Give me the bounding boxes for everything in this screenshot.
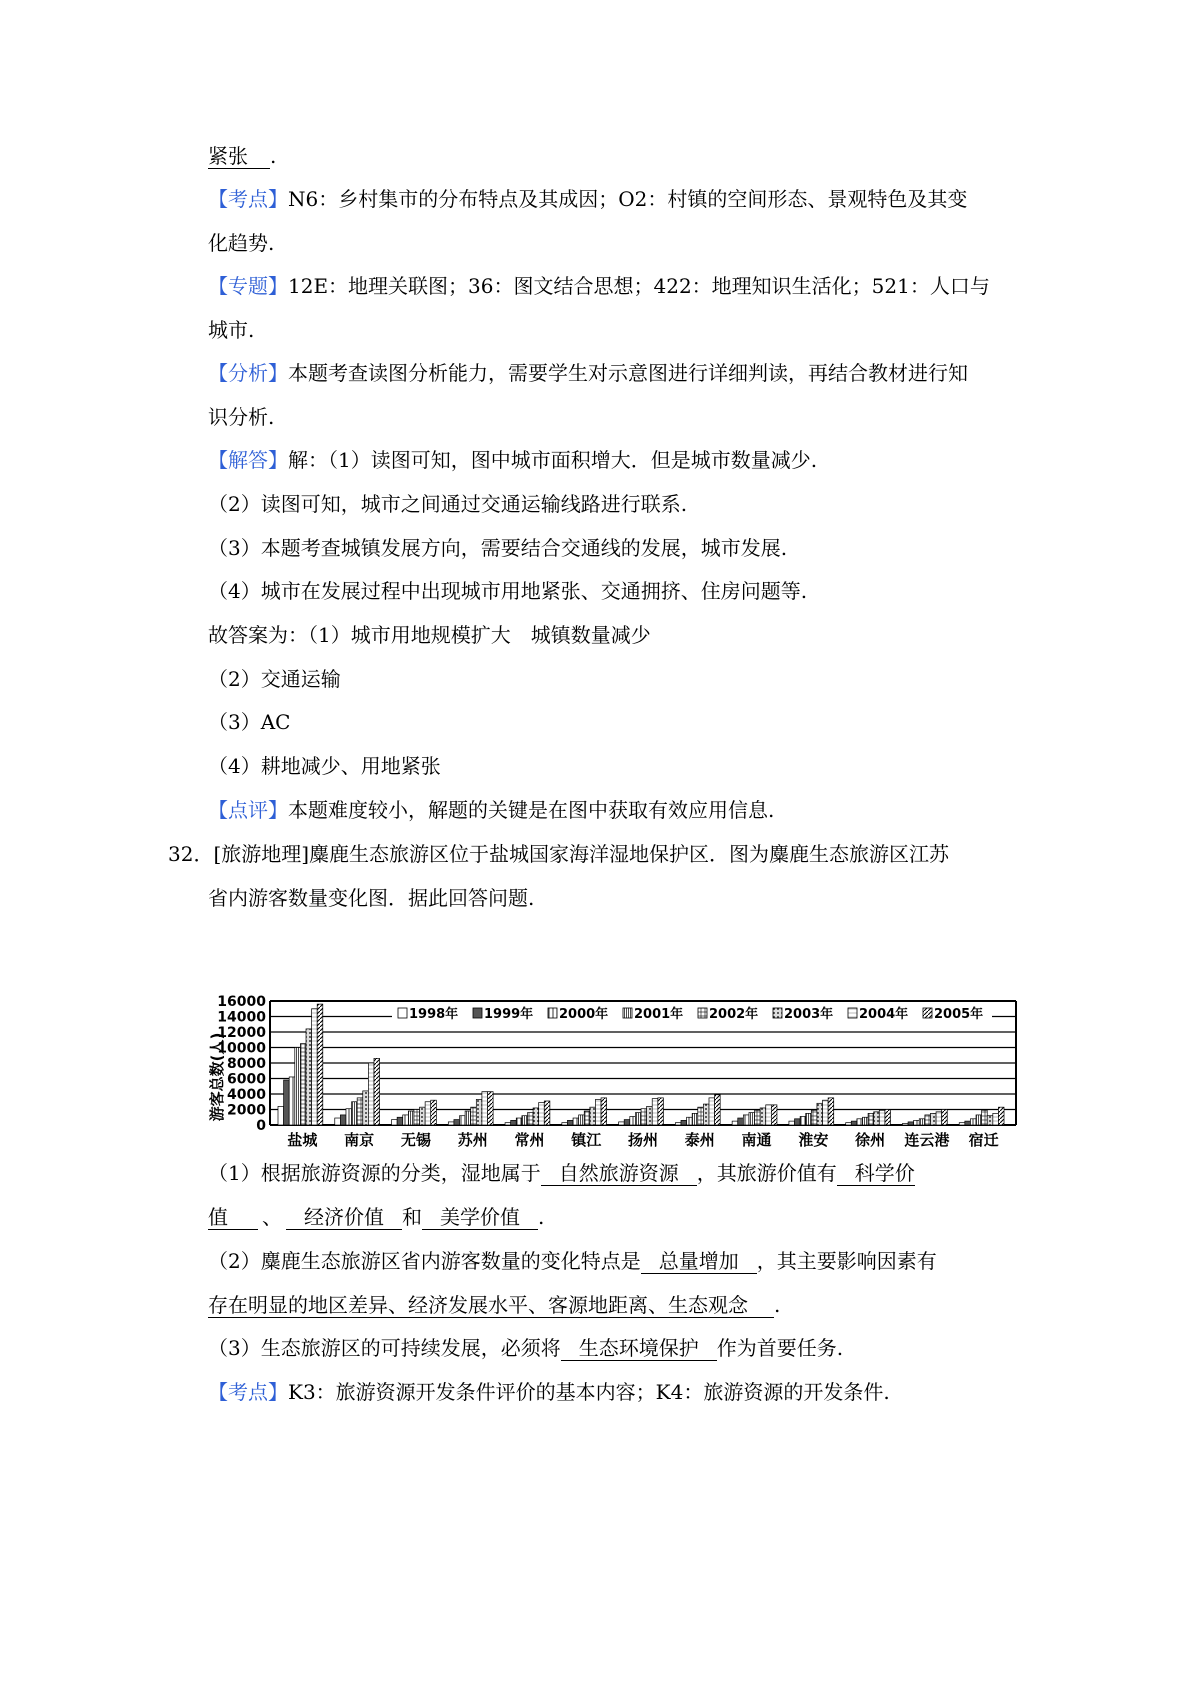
zhuanti-line-2: 城市. [208,318,255,342]
bar [795,1119,801,1125]
legend-label: 2002年 [709,1007,759,1022]
x-tick-label: 连云港 [904,1131,950,1149]
q32-kaodian-tag: 【考点】 [208,1380,288,1404]
bar [397,1117,403,1125]
bar [862,1117,868,1125]
y-tick-label: 2000 [227,1102,266,1119]
bar [800,1116,806,1125]
y-tick-label: 12000 [217,1025,266,1041]
y-tick-label: 14000 [217,1009,266,1026]
kaodian-text: N6：乡村集市的分布特点及其成因；O2：村镇的空间形态、景观特色及其变 [288,187,968,211]
jieda-line [208,446,817,474]
bar [925,1115,931,1125]
sub1-blank-2b: 值 [208,1205,258,1230]
sub2-blank-2: 存在明显的地区差异、经济发展水平、客源地距离、生态观念 [208,1293,774,1318]
bar [420,1107,426,1125]
question-32-stem-1 [168,840,949,868]
bar [965,1121,971,1125]
bar [692,1113,698,1125]
answer-2: （2）交通运输 [208,667,341,691]
legend-swatch [398,1008,407,1018]
bar [908,1122,914,1125]
legend-swatch [773,1008,782,1018]
jieda-2: （2）读图可知，城市之间通过交通运输线路进行联系. [208,492,688,516]
bar [658,1098,664,1125]
bar [902,1123,908,1125]
bar [363,1091,369,1125]
bar [681,1120,687,1125]
sub1-line-1: （1）根据旅游资源的分类，湿地属于 自然旅游资源 ，其旅游价值有 科学价 [208,1161,915,1185]
bar [476,1099,482,1125]
bar [789,1121,795,1125]
bar [278,1106,284,1125]
y-tick-label: 16000 [217,995,266,1010]
y-tick-label: 8000 [227,1056,266,1072]
bar [970,1119,976,1125]
bar [868,1113,874,1125]
bar [300,1044,306,1125]
question-stem: [旅游地理]麋鹿生态旅游区位于盐城国家海洋湿地保护区．图为麋鹿生态旅游区江苏 [213,842,950,866]
bar [760,1108,766,1125]
bar [533,1108,539,1125]
bar [687,1117,693,1125]
bar [352,1102,358,1125]
bar [738,1118,744,1125]
legend-label: 2000年 [559,1007,609,1022]
bar [295,1048,301,1126]
legend-label: 1998年 [409,1007,459,1022]
bar [544,1101,550,1125]
bar [460,1116,466,1125]
bar [709,1098,715,1125]
bar [488,1092,494,1125]
legend-swatch [848,1008,857,1018]
bar [987,1116,993,1125]
bar [567,1120,573,1125]
answer-intro: 故答案为：（1）城市用地规模扩大 城镇数量减少 [208,623,651,647]
legend-swatch [548,1008,557,1018]
bar [806,1113,812,1125]
q32-kaodian-line [208,1378,890,1406]
bar [930,1113,936,1125]
zhuanti-tag: 【专题】 [208,274,288,298]
fenxi-tag: 【分析】 [208,361,288,385]
bar [335,1118,341,1125]
x-tick-label: 镇江 [571,1131,602,1149]
x-tick-label: 常州 [514,1131,545,1149]
bar [936,1112,942,1125]
bar [562,1123,568,1125]
kaodian-tag: 【考点】 [208,187,288,211]
q32-kaodian-text: K3：旅游资源开发条件评价的基本内容；K4：旅游资源的开发条件. [288,1380,890,1404]
bar [919,1119,925,1125]
bar [590,1107,596,1125]
bar [874,1112,880,1125]
bar [408,1111,414,1125]
bar [811,1110,817,1125]
bar [993,1113,999,1125]
legend-label: 2004年 [859,1007,909,1022]
bar [771,1105,777,1125]
bar [630,1116,636,1125]
bar [715,1095,721,1125]
bar [851,1121,857,1125]
bar [942,1110,948,1126]
jieda-tag: 【解答】 [208,448,288,472]
bar [647,1106,653,1125]
tourist-count-bar-chart [208,995,1028,1153]
bar [312,1009,318,1125]
bar [675,1123,681,1125]
x-tick-label: 苏州 [457,1131,488,1149]
bar [982,1110,988,1125]
legend-label: 2005年 [934,1007,984,1022]
bar [306,1029,312,1125]
bar [374,1058,380,1125]
x-tick-label: 泰州 [684,1131,715,1149]
x-tick-label: 宿迁 [968,1131,999,1149]
bar [635,1113,641,1125]
bar [732,1121,738,1125]
y-tick-label: 10000 [217,1040,266,1057]
sub1-line-2: 值 、 经济价值 和 美学价值 . [208,1205,545,1229]
x-tick-label: 南通 [741,1131,772,1149]
x-tick-label: 无锡 [400,1131,431,1149]
bar [857,1119,863,1125]
legend-swatch [623,1008,632,1018]
bar [743,1115,749,1125]
sub2-line-2: 存在明显的地区差异、经济发展水平、客源地距离、生态观念 . [208,1293,781,1317]
sub1-blank-3: 经济价值 [286,1205,402,1230]
chart-legend [392,1005,992,1022]
sub1-blank-1: 自然旅游资源 [541,1161,697,1186]
bar [448,1122,454,1125]
bar [539,1103,545,1125]
bar [579,1115,585,1125]
sub1-blank-4: 美学价值 [422,1205,538,1230]
zhuanti-line-1 [208,272,990,300]
bar [284,1080,290,1125]
bar [465,1111,471,1125]
chart-bars [278,1004,1004,1125]
bar [357,1098,363,1125]
bar [414,1110,420,1126]
bar [425,1102,431,1125]
bar [454,1120,460,1125]
bar [289,1077,295,1125]
legend-label: 2001年 [634,1007,684,1022]
bar [403,1115,409,1125]
bar [595,1099,601,1125]
legend-swatch [698,1008,707,1018]
bar [527,1113,533,1125]
bar [766,1105,772,1125]
sub2-line-1: （2）麋鹿生态旅游区省内游客数量的变化特点是 总量增加 ，其主要影响因素有 [208,1249,937,1273]
sub2-blank-1: 总量增加 [641,1249,757,1274]
bar [511,1120,517,1125]
fenxi-text: 本题考查读图分析能力，需要学生对示意图进行详细判读，再结合教材进行知 [288,361,968,385]
bar [392,1120,398,1125]
sub1-blank-2: 科学价 [837,1161,915,1186]
kaodian-line-1 [208,185,967,213]
bar [998,1107,1004,1125]
dianping-line [208,796,774,824]
answer-4: （4）耕地减少、用地紧张 [208,754,441,778]
kaodian-line-2: 化趋势. [208,231,275,255]
bar [471,1107,477,1125]
x-tick-label: 淮安 [798,1131,829,1149]
chart-x-ticks [287,1131,998,1149]
x-tick-label: 盐城 [287,1131,318,1149]
bar [522,1116,528,1125]
bar [431,1100,437,1125]
bar [879,1110,885,1125]
bar [976,1115,982,1125]
fenxi-line-1 [208,359,968,387]
bar [698,1107,704,1125]
legend-label: 1999年 [484,1007,534,1022]
bar [914,1120,920,1125]
answer-blank: 紧张 [208,144,270,169]
bar [828,1098,834,1125]
legend-swatch [923,1008,932,1018]
chart-y-axis-label: 游客总数(人) [208,1032,226,1122]
y-tick-label: 0 [256,1118,266,1134]
x-tick-label: 扬州 [628,1131,659,1149]
dianping-text: 本题难度较小，解题的关键是在图中获取有效应用信息. [288,798,775,822]
y-tick-label: 4000 [227,1087,266,1103]
bar [346,1109,352,1125]
dianping-tag: 【点评】 [208,798,288,822]
bar [641,1109,647,1125]
bar [703,1104,709,1125]
bar [317,1004,323,1125]
bar [755,1110,761,1125]
bar [584,1111,590,1125]
bar [601,1098,607,1125]
question-number: 32． [168,842,214,866]
x-tick-label: 南京 [344,1131,375,1149]
bar [505,1123,511,1125]
sub3-line: （3）生态旅游区的可持续发展，必须将 生态环境保护 作为首要任务. [208,1336,844,1360]
bar [624,1120,630,1125]
bar [619,1122,625,1125]
jieda-3: （3）本题考查城镇发展方向，需要结合交通线的发展，城市发展. [208,536,788,560]
y-tick-label: 6000 [227,1071,266,1088]
bar [340,1115,346,1125]
zhuanti-text: 12E：地理关联图；36：图文结合思想；422：地理知识生活化；521：人口与 [288,274,990,298]
bar [846,1123,852,1125]
legend-label: 2003年 [784,1007,834,1022]
bar [652,1099,658,1125]
question-32-stem-2: 省内游客数量变化图．据此回答问题. [208,886,535,910]
sub3-blank: 生态环境保护 [561,1336,717,1361]
bar [368,1063,374,1125]
bar [573,1118,579,1125]
jieda-4: （4）城市在发展过程中出现城市用地紧张、交通拥挤、住房问题等. [208,579,808,603]
bar [482,1092,488,1125]
fenxi-line-2: 识分析. [208,405,275,429]
answer-tail-line: 紧张 . [208,144,277,168]
answer-3: （3）AC [208,710,291,734]
jieda-text: 解：（1）读图可知，图中城市面积增大．但是城市数量减少. [288,448,818,472]
x-tick-label: 徐州 [855,1131,886,1149]
legend-swatch [473,1008,482,1018]
bar [823,1100,829,1125]
bar [817,1103,823,1125]
bar [885,1110,891,1126]
bar [959,1123,965,1125]
bar [516,1118,522,1125]
bar [749,1113,755,1125]
